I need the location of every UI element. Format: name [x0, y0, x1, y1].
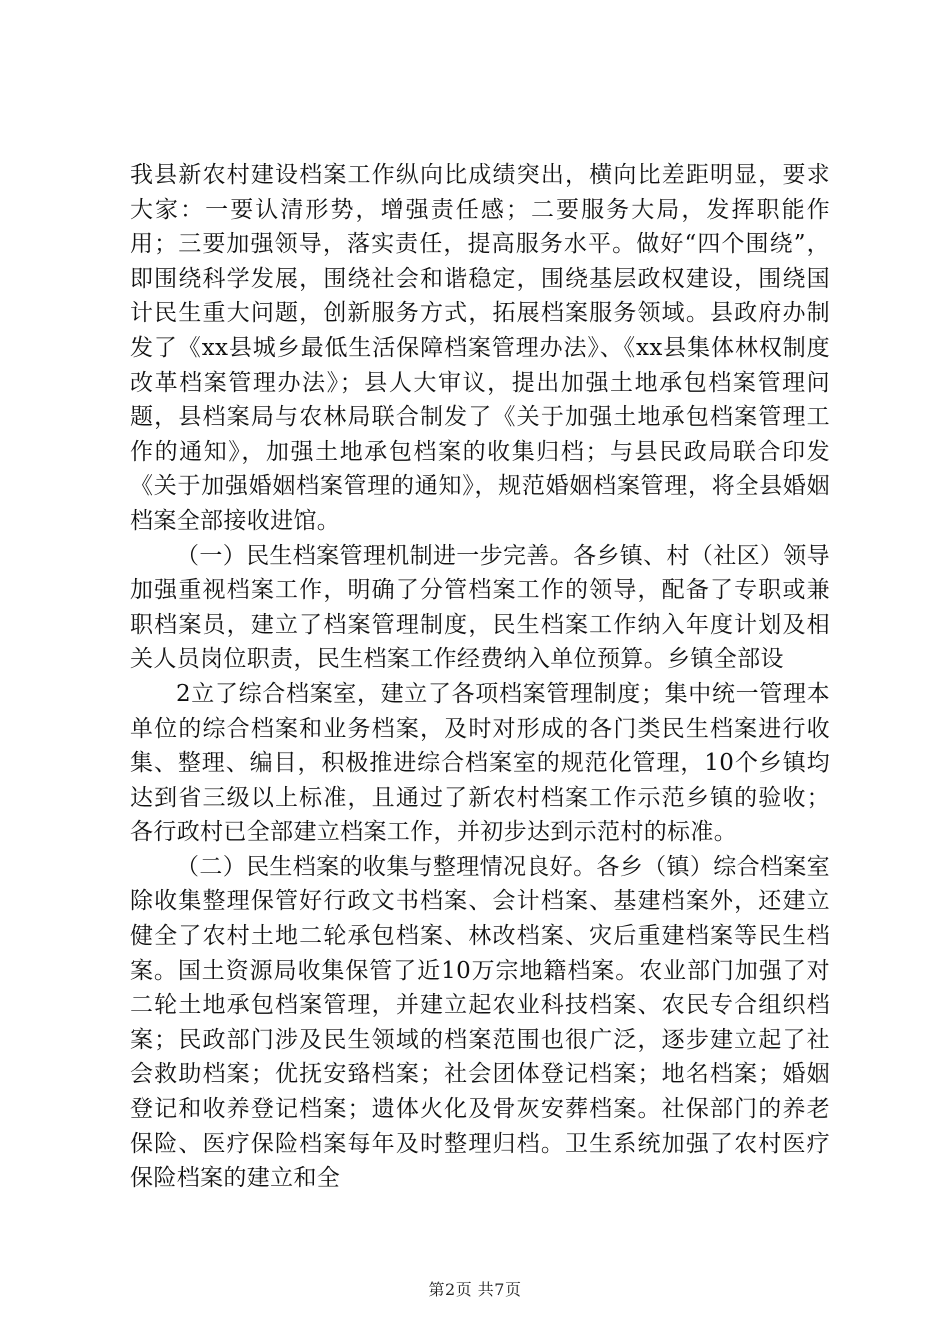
document-body — [130, 158, 830, 1196]
paragraph-section-two: （二）民生档案的收集与整理情况良好。各乡（镇）综合档案室除收集整理保管好行政文书档案、会计档案、基建档案外，还建立健全了农村土地二轮承包档案、林改档案、灾后重建档案等民生档案。国土资源局收集保管了近10万宗地籍档案。农业部门加强了对二轮土地承包档案管理，并建立起农业科技档案、农民专合组织档案；民政部门涉及民生领域的档案范围也很广泛，逐步建立起了社会救助档案；优抚安臵档案；社会团体登记档案；地名档案；婚姻登记和收养登记档案；遗体火化及骨灰安葬档案。社保部门的养老保险、医疗保险档案每年及时整理归档。卫生系统加强了农村医疗保险档案的建立和全 — [130, 853, 830, 1192]
page-footer: 第2页 共7页 — [428, 1280, 522, 1299]
paragraph-intro: 我县新农村建设档案工作纵向比成绩突出，横向比差距明显，要求大家：一要认清形势，增强责任感；二要服务大局，发挥职能作用；三要加强领导，落实责任，提高服务水平。做好“四个围绕”，即围绕科学发展，围绕社会和谐稳定，围绕基层政权建设，围绕国计民生重大问题，创新服务方式，拓展档案服务领域。县政府办制发了《xx县城乡最低生活保障档案管理办法》、《xx县集体林权制度改革档案管理办法》；县人大审议，提出加强土地承包档案管理问题，县档案局与农林局联合制发了《关于加强土地承包档案管理工作的通知》，加强土地承包档案的收集归档；与县民政局联合印发《关于加强婚姻档案管理的通知》，规范婚姻档案管理，将全县婚姻档案全部接收进馆。 — [130, 162, 830, 534]
paragraph-section-one: （一）民生档案管理机制进一步完善。各乡镇、村（社区）领导加强重视档案工作，明确了分管档案工作的领导，配备了专职或兼职档案员，建立了档案管理制度，民生档案工作纳入年度计划及相关人员岗位职责，民生档案工作经费纳入单位预算。乡镇全部设 — [130, 542, 830, 673]
paragraph-section-one-continued: 2立了综合档案室，建立了各项档案管理制度；集中统一管理本单位的综合档案和业务档案，及时对形成的各门类民生档案进行收集、整理、编目，积极推进综合档案室的规范化管理，10个乡镇均达到省三级以上标准，且通过了新农村档案工作示范乡镇的验收；各行政村已全部建立档案工作，并初步达到示范村的标准。 — [130, 680, 830, 846]
